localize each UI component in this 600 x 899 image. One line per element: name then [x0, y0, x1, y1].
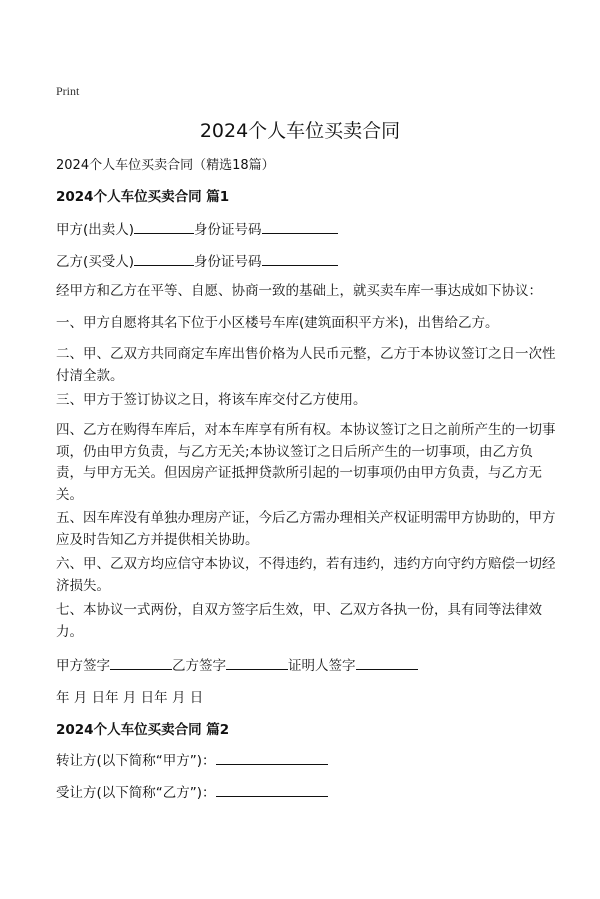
- document-title: 2024个人车位买卖合同: [199, 120, 401, 142]
- sign-b-label: 乙方签字: [172, 658, 226, 674]
- transferor-label: 转让方(以下简称“甲方”)：: [56, 753, 216, 769]
- clause-1: 一、甲方自愿将其名下位于小区楼号车库(建筑面积平方米)，出售给乙方。: [56, 315, 499, 331]
- document-subtitle: 2024个人车位买卖合同（精选18篇）: [56, 158, 275, 173]
- clause-2: 二、甲、乙双方共同商定车库出售价格为人民币元整，乙方于本协议签订之日一次性付清全款。: [56, 346, 556, 384]
- seller-blank: [134, 219, 194, 234]
- intro-paragraph: 经甲方和乙方在平等、自愿、协商一致的基础上，就买卖车库一事达成如下协议：: [56, 283, 542, 299]
- sign-a-label: 甲方签字: [56, 658, 110, 674]
- clause-7: 七、本协议一式两份，自双方签字后生效，甲、乙双方各执一份，具有同等法律效力。: [56, 602, 542, 640]
- seller-line: [56, 218, 338, 238]
- clause-4: 四、乙方在购得车库后，对本车库享有所有权。本协议签订之日之前所产生的一切事项，仍由甲方负责，与乙方无关;本协议签订之日后所产生的一切事项，由乙方负责，与甲方无关。但因房产证抵押贷款所引起的一切事项仍由甲方负责，与乙方无关。: [56, 422, 556, 503]
- clause-3: 三、甲方于签订协议之日，将该车库交付乙方使用。: [56, 392, 367, 408]
- transferee-line: [56, 781, 328, 801]
- transferor-line: [56, 749, 328, 769]
- buyer-id-label: 身份证号码: [194, 254, 262, 270]
- signature-line: [56, 654, 418, 674]
- buyer-label: 乙方(买受人): [56, 254, 135, 270]
- buyer-line: [56, 250, 338, 270]
- transferee-label: 受让方(以下简称“乙方”)：: [56, 785, 216, 801]
- sign-a-blank: [110, 655, 172, 670]
- section-1-heading: 2024个人车位买卖合同 篇1: [56, 189, 230, 205]
- print-link[interactable]: Print: [56, 84, 80, 98]
- seller-label: 甲方(出卖人): [56, 222, 135, 238]
- buyer-id-blank: [262, 251, 338, 266]
- transferee-blank: [216, 782, 328, 797]
- sign-witness-blank: [356, 655, 418, 670]
- section-2-heading: 2024个人车位买卖合同 篇2: [56, 722, 230, 738]
- date-line: 年 月 日年 月 日年 月 日: [56, 690, 204, 706]
- sign-b-blank: [226, 655, 288, 670]
- buyer-blank: [134, 251, 194, 266]
- seller-id-label: 身份证号码: [194, 222, 262, 238]
- seller-id-blank: [262, 219, 338, 234]
- sign-witness-label: 证明人签字: [288, 658, 356, 674]
- transferor-blank: [216, 750, 328, 765]
- clause-6: 六、甲、乙双方均应信守本协议，不得违约，若有违约，违约方向守约方赔偿一切经济损失。: [56, 556, 556, 594]
- clause-5: 五、因车库没有单独办理房产证，今后乙方需办理相关产权证明需甲方协助的，甲方应及时告知乙方并提供相关协助。: [56, 510, 556, 548]
